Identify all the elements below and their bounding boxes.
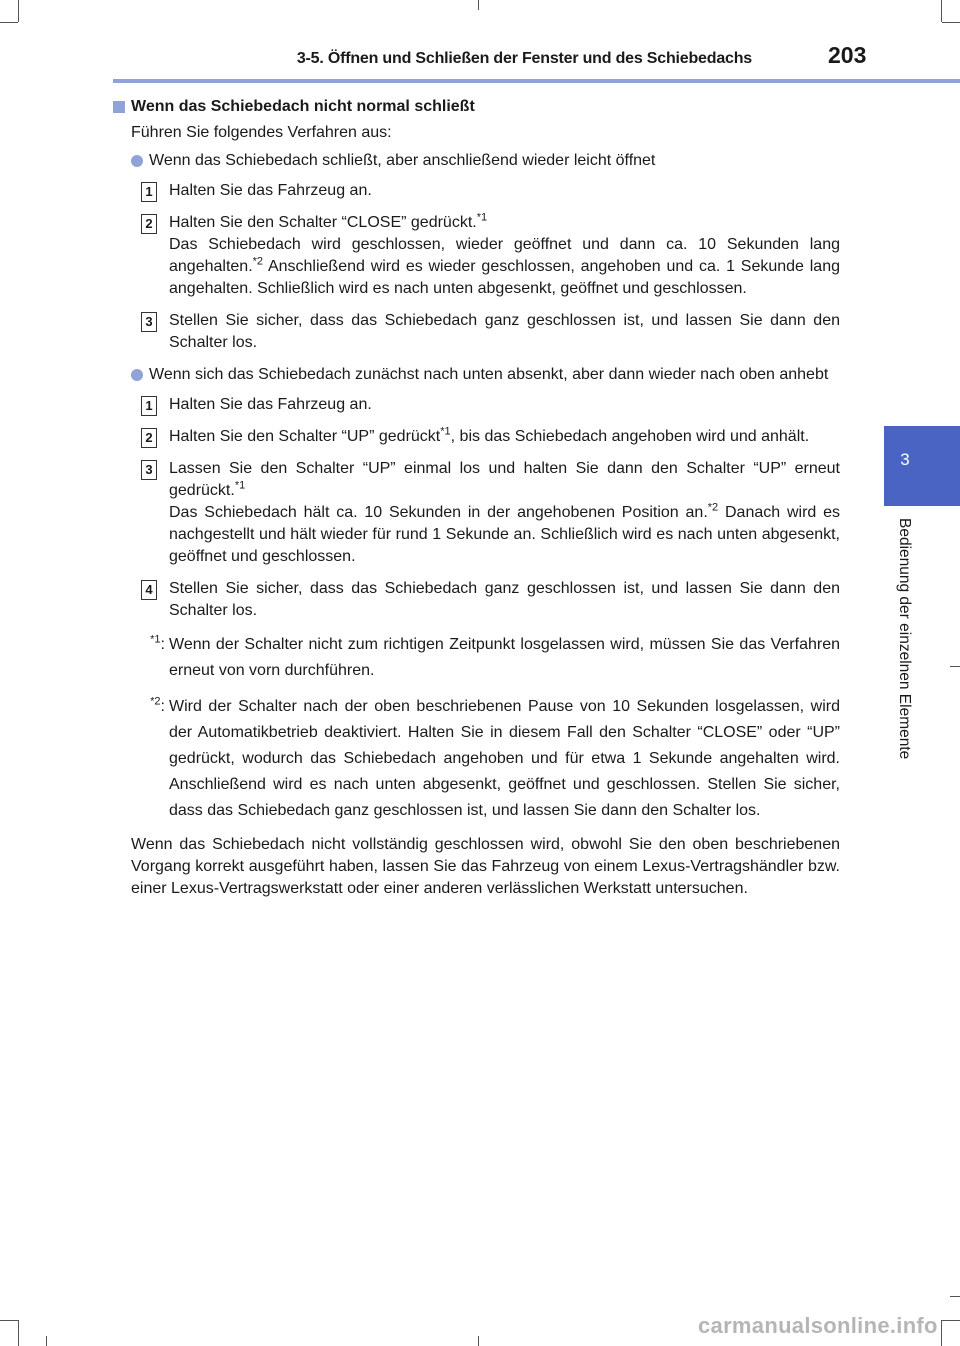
step-number-badge: 4 <box>141 580 157 600</box>
crop-mark <box>478 0 479 10</box>
step-item <box>113 394 840 416</box>
footnote-ref: *2 <box>707 501 719 514</box>
crop-mark <box>0 22 18 23</box>
header-rule <box>113 79 960 83</box>
chapter-tab <box>884 426 960 506</box>
closing-paragraph: Wenn das Schiebedach nicht vollständig geschlossen wird, obwohl Sie den oben beschriebenen Vorgang korrekt ausgeführt haben, lassen Sie das Fahrzeug von einem Lexus-Vertragshändler bzw. einer Lexus-Vertragswerkstatt oder einer anderen verlässlichen Werkstatt untersuchen. <box>131 836 840 897</box>
step-text: Halten Sie das Fahrzeug an. <box>169 182 372 199</box>
step-item <box>113 458 840 568</box>
crop-mark <box>950 666 960 667</box>
case-heading-text: Wenn sich das Schiebedach zunächst nach unten absenkt, aber dann wieder nach oben anhebt <box>149 366 829 383</box>
crop-mark <box>942 22 960 23</box>
step-item <box>113 426 840 448</box>
footnote-ref: *2 <box>252 255 264 268</box>
footnote <box>113 632 840 684</box>
step-text <box>169 458 840 568</box>
footnote-marker: $^{*1}$: <box>150 633 165 653</box>
step-text-part: Halten Sie den Schalter “CLOSE” gedrückt. <box>169 214 477 231</box>
circle-bullet-icon <box>131 369 143 381</box>
step-item <box>113 310 840 354</box>
square-bullet-icon <box>113 101 125 113</box>
crop-mark <box>46 1336 47 1346</box>
step-number-badge: 2 <box>141 214 157 234</box>
step-text-part: Lassen Sie den Schalter “UP” einmal los und halten Sie dann den Schalter “UP” erneut gedrückt. <box>169 460 840 499</box>
crop-mark <box>942 1320 960 1321</box>
step-text-part: Danach wird es nachgestellt und hält wieder für rund 1 Sekunde an. Schließlich wird es nach unten abgesenkt, geöffnet und geschlossen. <box>169 504 841 565</box>
step-text-part: Halten Sie den Schalter “UP” gedrückt <box>169 428 441 445</box>
footnote-ref: *1 <box>234 479 246 492</box>
main-content <box>113 96 840 900</box>
footnote-marker-text: *1 <box>150 633 161 646</box>
crop-mark <box>18 1320 19 1346</box>
crop-mark <box>0 1320 18 1321</box>
footnote-text: Wenn der Schalter nicht zum richtigen Zeitpunkt losgelassen wird, müssen Sie das Verfahren erneut von vorn durchführen. <box>169 636 840 679</box>
footnote-text: Wird der Schalter nach der oben beschriebenen Pause von 10 Sekunden losgelassen, wird der Automatikbetrieb deaktiviert. Halten Sie in diesem Fall den Schalter “CLOSE” oder “UP” gedrückt, wodurch das Schiebedach angehoben und für etwa 1 Sekunde angehalten wird. Anschließend wird es nach unten abgesenkt, geöffnet und geschlossen. Stellen Sie sicher, dass das Schiebedach ganz geschlossen ist, und lassen Sie dann den Schalter los. <box>169 698 840 819</box>
step-text-part: , bis das Schiebedach angehoben wird und anhält. <box>450 428 810 445</box>
chapter-number: 3 <box>900 450 910 469</box>
case-heading <box>131 364 840 386</box>
step-text <box>169 212 840 300</box>
chapter-label <box>893 518 917 788</box>
step-text-part: Das Schiebedach hält ca. 10 Sekunden in der angehobenen Position an. <box>169 504 708 521</box>
section-heading <box>113 96 840 118</box>
footnote <box>113 694 840 824</box>
case-heading-text: Wenn das Schiebedach schließt, aber anschließend wieder leicht öffnet <box>149 152 656 169</box>
page-number: 203 <box>828 42 867 68</box>
step-text-part: Anschließend wird es wieder geschlossen, angehoben und ca. 1 Sekunde lang angehalten. Schließlich wird es nach unten abgesenkt, geöffnet und geschlossen. <box>169 258 840 297</box>
step-number-badge: 3 <box>141 460 157 480</box>
step-item <box>113 212 840 300</box>
circle-bullet-icon <box>131 155 143 167</box>
step-item <box>113 180 840 202</box>
section-heading-text: Wenn das Schiebedach nicht normal schließt <box>131 98 475 115</box>
footnote-marker-text: *2 <box>150 695 161 708</box>
chapter-label-text: Bedienung der einzelnen Elemente <box>896 518 913 760</box>
crop-mark <box>18 0 19 22</box>
case-heading <box>131 150 840 172</box>
header-title: 3-5. Öffnen und Schließen der Fenster und des Schiebedachs <box>296 50 752 67</box>
step-text-part: Das Schiebedach wird geschlossen, wieder geöffnet und dann ca. 10 Sekunden lang angehalten. <box>169 236 840 275</box>
step-number-badge: 1 <box>141 396 157 416</box>
step-number-badge: 3 <box>141 312 157 332</box>
crop-mark <box>478 1336 479 1346</box>
step-number-badge: 1 <box>141 182 157 202</box>
watermark: carmanualsonline.info <box>698 1313 938 1338</box>
footnote-ref: *1 <box>476 211 488 224</box>
footnote-ref: *1 <box>440 425 451 438</box>
crop-mark <box>941 0 942 22</box>
footnote-marker: $^{*2}$: <box>150 695 165 715</box>
step-text: Stellen Sie sicher, dass das Schiebedach ganz geschlossen ist, und lassen Sie dann den Schalter los. <box>169 312 840 351</box>
step-item <box>113 578 840 622</box>
step-number-badge: 2 <box>141 428 157 448</box>
crop-mark <box>950 1296 960 1297</box>
crop-mark <box>941 1320 942 1346</box>
step-text: Stellen Sie sicher, dass das Schiebedach ganz geschlossen ist, und lassen Sie dann den Schalter los. <box>169 580 840 619</box>
intro-text: Führen Sie folgendes Verfahren aus: <box>131 124 392 141</box>
step-text: Halten Sie das Fahrzeug an. <box>169 396 372 413</box>
step-text <box>169 426 840 448</box>
